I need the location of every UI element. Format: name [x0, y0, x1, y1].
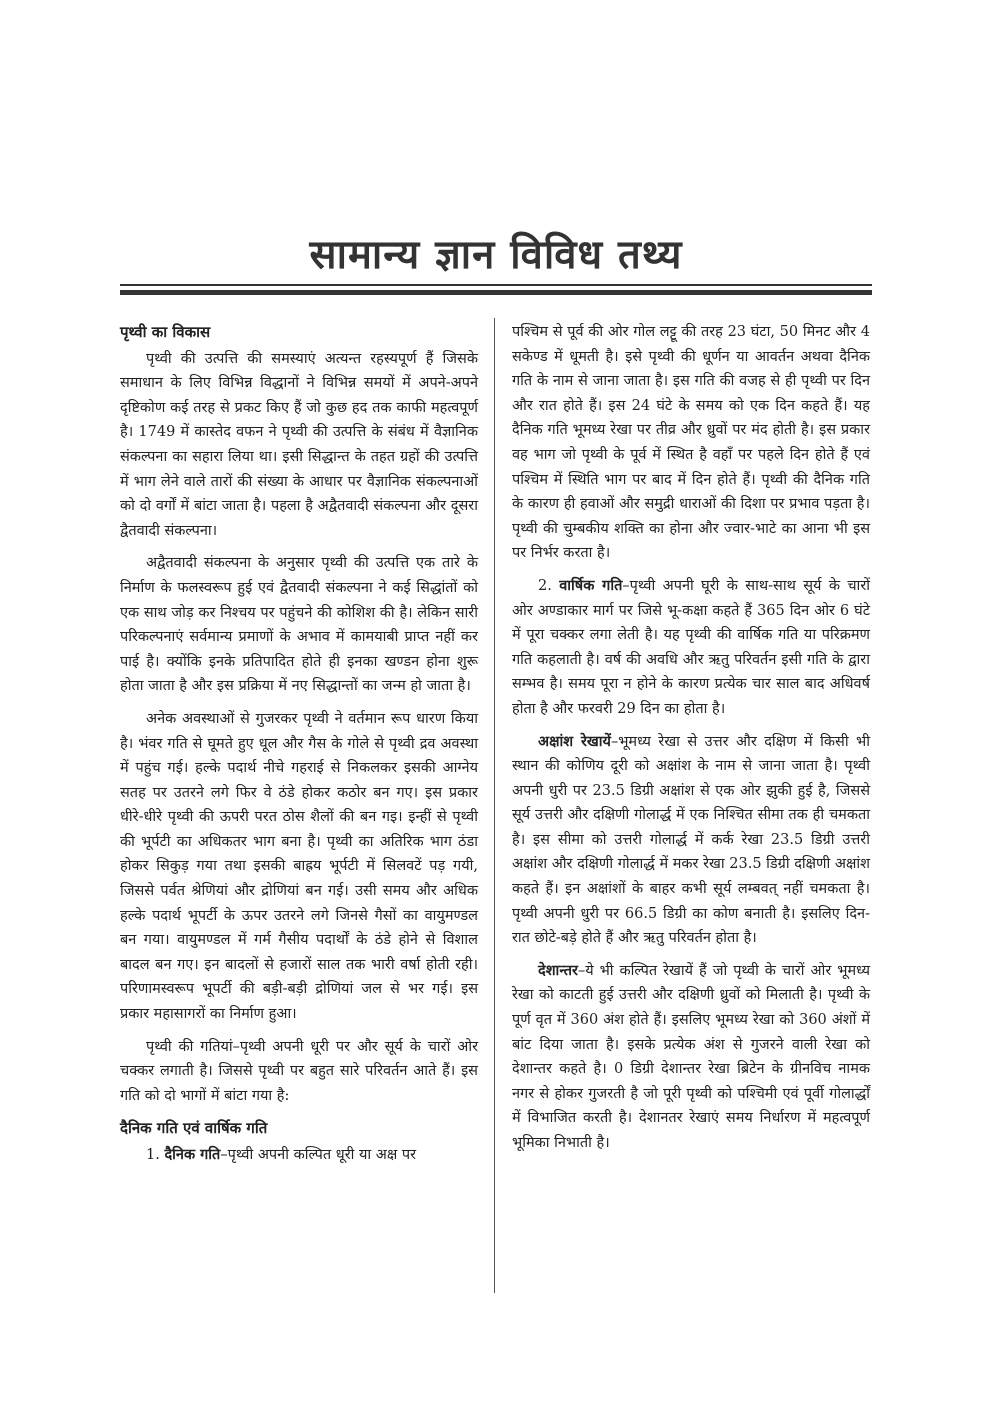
term-daily-motion: दैनिक गति — [164, 1146, 221, 1163]
term-longitude: देशान्तर — [538, 961, 578, 979]
term-latitude: अक्षांश रेखायें — [538, 732, 611, 750]
title-rule-thin — [120, 284, 872, 286]
paragraph — [512, 959, 870, 1156]
item-number: 2. — [538, 577, 552, 594]
right-column — [512, 320, 870, 1164]
term-annual-motion: वार्षिक गति — [559, 576, 623, 594]
paragraph-text: –पृथ्वी अपनी कल्पित धूरी या अक्ष पर — [220, 1147, 417, 1163]
paragraph — [512, 730, 870, 951]
paragraph-continuation: पश्चिम से पूर्व की ओर गोल लट्टू की तरह 23 घंटा, 50 मिनट और 4 सकेण्ड में धूमती है। इसे पृथ्वी की धूर्णन या आवर्तन अथवा दैनिक गति के नाम से जाना जाता है। इस गति की वजह से ही पृथ्वी पर दिन और रात होते हैं। इस 24 घंटे के समय को एक दिन कहते हैं। यह दैनिक गति भूमध्य रेखा पर तीव्र और ध्रुवों पर मंद होती है। इस प्रकार वह भाग जो पृथ्वी के पूर्व में स्थित है वहाँ पर पहले दिन होते हैं एवं पश्चिम में स्थिति भाग पर बाद में दिन होते हैं। पृथ्वी की दैनिक गति के कारण ही हवाओं और समुद्री धाराओं की दिशा पर प्रभाव पड़ता है। पृथ्वी की चुम्बकीय शक्ति का होना और ज्वार-भाटे का आना भी इस पर निर्भर करता है। — [512, 324, 870, 562]
paragraph: पृथ्वी की गतियां–पृथ्वी अपनी धूरी पर और सूर्य के चारों ओर चक्कर लगाती है। जिससे पृथ्वी पर बहुत सारे परिवर्तन आते हैं। इस गति को दो भागों में बांटा गया है: — [120, 1038, 478, 1104]
left-column — [120, 320, 478, 1176]
page-title: सामान्य ज्ञान विविध तथ्य — [309, 232, 683, 278]
paragraph-text: –भूमध्य रेखा से उत्तर और दक्षिण में किसी भी स्थान की कोणिय दूरी को अक्षांश के नाम से जाना जाता है। पृथ्वी अपनी धुरी पर 23.5 डिग्री अक्षांश से एक ओर झुकी हुई है, जिससे सूर्य उत्तरी और दक्षिणी गोलार्द्ध में एक निश्चित सीमा तक ही चमकता है। इस सीमा को उत्तरी गोलार्द्ध में कर्क रेखा 23.5 डिग्री उत्तरी अक्षांश और दक्षिणी गोलार्द्ध में मकर रेखा 23.5 डिग्री दक्षिणी अक्षांश कहते हैं। इन अक्षांशों के बाहर कभी सूर्य लम्बवत् नहीं चमकता है। पृथ्वी अपनी धुरी पर 66.5 डिग्री का कोण बनाती है। इसलिए दिन-रात छोटे-बड़े होते हैं और ऋतु परिवर्तन होता है। — [512, 733, 870, 947]
paragraph-text: –ये भी कल्पित रेखायें हैं जो पृथ्वी के चारों ओर भूमध्य रेखा को काटती हुई उत्तरी और दक्षिणी ध्रुवों को मिलाती है। पृथ्वी के पूर्ण वृत में 360 अंश होते हैं। इसलिए भूमध्य रेखा को 360 अंशों में बांट दिया जाता है। इसके प्रत्येक अंश से गुजरने वाली रेखा को देशान्तर कहते है। 0 डिग्री देशान्तर रेखा ब्रिटेन के ग्रीनविच नामक नगर से होकर गुजरती है जो पूरी पृथ्वी को पश्चिमी एवं पूर्वी गोलार्द्धों में विभाजित करती है। देशानतर रेखाएं समय निर्धारण में महत्वपूर्ण भूमिका निभाती है। — [512, 962, 870, 1151]
paragraph: अद्वैतवादी संकल्पना के अनुसार पृथ्वी की उत्पत्ति एक तारे के निर्माण के फलस्वरूप हुई एवं द्वैतवादी संकल्पना ने कई सिद्धांतों को एक साथ जोड़ कर निश्चय पर पहुंचने की कोशिश की है। लेकिन सारी परिकल्पनाएं सर्वमान्य प्रमाणों के अभाव में कामयाबी प्राप्त नहीं कर पाई है। क्योंकि इनके प्रतिपादित होते ही इनका खण्डन होना शुरू होता जाता है और इस प्रक्रिया में नए सिद्धान्तों का जन्म हो जाता है। — [120, 555, 478, 695]
section-heading-earth-development: पृथ्वी का विकास — [120, 323, 211, 341]
title-rule-thick — [120, 290, 872, 295]
paragraph — [512, 574, 870, 722]
section-heading-motions: दैनिक गति एवं वार्षिक गति — [120, 1119, 268, 1138]
paragraph: अनेक अवस्थाओं से गुजरकर पृथ्वी ने वर्तमान रूप धारण किया है। भंवर गति से घूमते हुए धूल और गैस के गोले से पृथ्वी द्रव अवस्था में पहुंच गई। हल्के पदार्थ नीचे गहराई से निकलकर इसकी आग्नेय सतह पर उतरने लगे फिर वे ठंडे होकर कठोर बन गए। इस प्रकार धीरे-धीरे पृथ्वी की ऊपरी परत ठोस शैलों की बन गइ। इन्हीं से पृथ्वी की भूर्पटी का अधिकतर भाग बना है। पृथ्वी का अतिरिक भाग ठंडा होकर सिकुड़ गया तथा इसकी बाह्रय भूर्पटी में सिलवटें पड़ गयी, जिससे पर्वत श्रेणियां और द्रोणियां बन गई। उसी समय और अधिक हल्के पदार्थ भूपर्टी के ऊपर उतरने लगे जिनसे गैसों का वायुमण्डल बन गया। वायुमण्डल में गर्म गैसीय पदार्थों के ठंडे होने से विशाल बादल बन गए। इन बादलों से हजारों साल तक भारी वर्षा होती रही। परिणामस्वरूप भूपर्टी की बड़ी-बड़ी द्रोणियां जल से भर गई। इस प्रकार महासागरों का निर्माण हुआ। — [120, 710, 478, 1023]
paragraph-text: –पृथ्वी अपनी घूरी के साथ-साथ सूर्य के चारों ओर अण्डाकार मार्ग पर जिसे भू-कक्षा कहते हैं 365 दिन ओर 6 घंटे में पूरा चक्कर लगा लेती है। यह पृथ्वी की वार्षिक गति या परिक्रमण गति कहलाती है। वर्ष की अवधि और ऋतु परिवर्तन इसी गति के द्वारा सम्भव है। समय पूरा न होने के कारण प्रत्येक चार साल बाद अधिवर्ष होता है और फरवरी 29 दिन का होता है। — [512, 577, 871, 717]
column-divider — [494, 318, 495, 1293]
item-number: 1. — [146, 1147, 160, 1163]
paragraph — [120, 1143, 478, 1168]
paragraph: पृथ्वी की उत्पत्ति की समस्याएं अत्यन्त रहस्यपूर्ण हैं जिसके समाधान के लिए विभिन्न विद्धानों ने विभिन्न समयों में अपने-अपने दृष्टिकोण कई तरह से प्रकट किए हैं जो कुछ हद तक काफी महत्वपूर्ण है। 1749 में कास्तेद वफन ने पृथ्वी की उत्पत्ति के संबंध में वैज्ञानिक संकल्पना का सहारा लिया था। इसी सिद्धान्त के तहत ग्रहों की उत्पत्ति में भाग लेने वाले तारों की संख्या के आधार पर वैज्ञानिक संकल्पनाओं को दो वर्गों में बांटा जाता है। पहला है अद्वैतवादी संकल्पना और दूसरा द्वैतवादी संकल्पना। — [120, 350, 478, 539]
